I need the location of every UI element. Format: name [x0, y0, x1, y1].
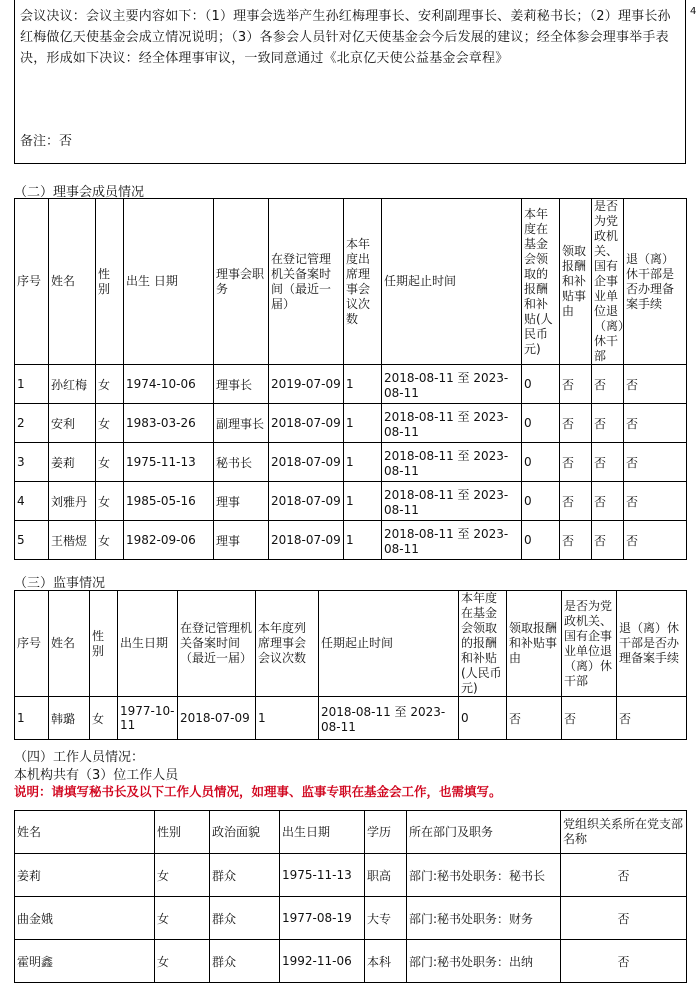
- council-cell: 2018-08-11 至 2023-08-11: [382, 365, 522, 404]
- council-cell: 2: [15, 404, 49, 443]
- council-cell: 否: [560, 404, 592, 443]
- council-cell: 姜莉: [49, 443, 96, 482]
- supervisors-header-cell: 性别: [90, 591, 118, 697]
- council-cell: 1983-03-26: [124, 404, 214, 443]
- meeting-resolution: 会议决议：会议主要内容如下：（1）理事会选举产生孙红梅理事长、安利副理事长、姜莉秘书长；（2）理事长孙红梅做亿天使基金会成立情况说明；（3）各参会人员针对亿天使基金会今后发展的建议；经全体参会理事举手表决，形成如下决议：经全体理事审议，一致同意通过《北京亿天使公益基金会章程》: [20, 9, 671, 66]
- council-cell: 否: [592, 443, 624, 482]
- council-header-cell: 出生 日期: [124, 199, 214, 365]
- staff-cell: 群众: [210, 897, 280, 940]
- staff-row: [15, 897, 687, 940]
- council-cell: 1: [344, 404, 382, 443]
- council-cell: 理事长: [214, 365, 269, 404]
- staff-cell: 曲金娥: [15, 897, 155, 940]
- staff-header-cell: 党组织关系所在党支部名称: [561, 811, 687, 854]
- council-cell: 4: [15, 482, 49, 521]
- council-cell: 否: [560, 365, 592, 404]
- council-cell: 女: [96, 443, 124, 482]
- council-cell: 安利: [49, 404, 96, 443]
- council-header-cell: 性别: [96, 199, 124, 365]
- supervisors-header-row: [15, 591, 687, 697]
- staff-cell: 职高: [365, 854, 407, 897]
- staff-cell: 女: [155, 897, 210, 940]
- supervisors-cell: 女: [90, 697, 118, 740]
- council-cell: 2018-07-09: [269, 482, 344, 521]
- supervisors-header-cell: 本年度列席理事会会议次数: [256, 591, 319, 697]
- staff-cell: 本科: [365, 940, 407, 983]
- supervisors-cell: 韩璐: [49, 697, 90, 740]
- staff-cell: 女: [155, 854, 210, 897]
- council-row: [15, 482, 687, 521]
- council-cell: 2019-07-09: [269, 365, 344, 404]
- supervisors-header-cell: 任期起止时间: [319, 591, 459, 697]
- council-header-cell: 理事会职务: [214, 199, 269, 365]
- council-cell: 理事: [214, 482, 269, 521]
- council-cell: 1974-10-06: [124, 365, 214, 404]
- council-cell: 2018-07-09: [269, 521, 344, 560]
- council-cell: 刘雅丹: [49, 482, 96, 521]
- council-cell: 0: [522, 521, 560, 560]
- staff-header-cell: 政治面貌: [210, 811, 280, 854]
- council-cell: 孙红梅: [49, 365, 96, 404]
- staff-row: [15, 940, 687, 983]
- council-cell: 否: [624, 521, 687, 560]
- council-header-cell: 任期起止时间: [382, 199, 522, 365]
- council-cell: 秘书长: [214, 443, 269, 482]
- supervisors-header-cell: 退（离）休干部是否办理备案手续: [617, 591, 687, 697]
- council-cell: 1: [344, 365, 382, 404]
- staff-header-cell: 学历: [365, 811, 407, 854]
- council-cell: 1: [344, 521, 382, 560]
- council-cell: 副理事长: [214, 404, 269, 443]
- council-row: [15, 443, 687, 482]
- page-number: 4: [690, 6, 697, 17]
- staff-cell: 否: [561, 897, 687, 940]
- council-row: [15, 365, 687, 404]
- council-header-cell: 序号: [15, 199, 49, 365]
- staff-cell: 部门:秘书处职务：财务: [407, 897, 561, 940]
- council-cell: 1985-05-16: [124, 482, 214, 521]
- council-cell: 0: [522, 443, 560, 482]
- supervisors-cell: 1: [15, 697, 49, 740]
- meeting-box: [14, 0, 686, 164]
- council-cell: 0: [522, 404, 560, 443]
- council-table: [14, 198, 687, 560]
- council-cell: 2018-08-11 至 2023-08-11: [382, 443, 522, 482]
- council-header-cell: 姓名: [49, 199, 96, 365]
- council-cell: 否: [592, 482, 624, 521]
- council-cell: 否: [624, 443, 687, 482]
- staff-cell: 否: [561, 854, 687, 897]
- council-header-cell: 领取报酬和补贴事由: [560, 199, 592, 365]
- staff-cell: 群众: [210, 854, 280, 897]
- council-row: [15, 404, 687, 443]
- council-cell: 否: [592, 404, 624, 443]
- council-cell: 5: [15, 521, 49, 560]
- council-cell: 女: [96, 365, 124, 404]
- staff-cell: 1975-11-13: [280, 854, 365, 897]
- council-cell: 否: [592, 521, 624, 560]
- council-cell: 0: [522, 365, 560, 404]
- supervisors-cell: 2018-08-11 至 2023-08-11: [319, 697, 459, 740]
- council-cell: 0: [522, 482, 560, 521]
- staff-cell: 女: [155, 940, 210, 983]
- council-cell: 王楷煜: [49, 521, 96, 560]
- staff-cell: 群众: [210, 940, 280, 983]
- council-header-cell: 本年度在基金会领取的报酬和补贴(人民币元): [522, 199, 560, 365]
- council-cell: 1975-11-13: [124, 443, 214, 482]
- council-header-cell: 是否为党政机关、国有企事业单位退（离）休干部: [592, 199, 624, 365]
- council-cell: 女: [96, 521, 124, 560]
- council-cell: 1: [15, 365, 49, 404]
- supervisors-header-cell: 姓名: [49, 591, 90, 697]
- supervisors-cell: 1977-10-11: [118, 697, 178, 740]
- council-cell: 否: [560, 521, 592, 560]
- supervisors-cell: 2018-07-09: [178, 697, 256, 740]
- council-cell: 2018-08-11 至 2023-08-11: [382, 404, 522, 443]
- council-cell: 1: [344, 482, 382, 521]
- staff-cell: 1992-11-06: [280, 940, 365, 983]
- supervisors-header-cell: 序号: [15, 591, 49, 697]
- council-row: [15, 521, 687, 560]
- council-cell: 否: [560, 482, 592, 521]
- staff-cell: 部门:秘书处职务：出纳: [407, 940, 561, 983]
- staff-cell: 大专: [365, 897, 407, 940]
- council-header-row: [15, 199, 687, 365]
- staff-cell: 1977-08-19: [280, 897, 365, 940]
- council-cell: 否: [624, 404, 687, 443]
- supervisors-header-cell: 出生日期: [118, 591, 178, 697]
- council-header-cell: 退（离）休干部是否办理备案手续: [624, 199, 687, 365]
- council-cell: 否: [624, 365, 687, 404]
- council-cell: 2018-07-09: [269, 404, 344, 443]
- staff-header-row: [15, 811, 687, 854]
- staff-header-cell: 所在部门及职务: [407, 811, 561, 854]
- staff-instruction: 说明：请填写秘书长及以下工作人员情况，如理事、监事专职在基金会工作，也需填写。: [14, 784, 502, 799]
- staff-count: 本机构共有（3）位工作人员: [14, 768, 179, 783]
- staff-row: [15, 854, 687, 897]
- meeting-note: 备注：否: [20, 134, 73, 149]
- supervisors-header-cell: 本年度在基金会领取的报酬和补贴(人民币元): [459, 591, 507, 697]
- council-cell: 女: [96, 404, 124, 443]
- council-cell: 否: [560, 443, 592, 482]
- supervisors-cell: 否: [507, 697, 562, 740]
- supervisors-cell: 0: [459, 697, 507, 740]
- supervisors-heading: （三）监事情况: [14, 576, 106, 591]
- council-cell: 否: [624, 482, 687, 521]
- staff-cell: 否: [561, 940, 687, 983]
- staff-heading: （四）工作人员情况：: [14, 750, 145, 765]
- staff-header-cell: 出生日期: [280, 811, 365, 854]
- council-cell: 理事: [214, 521, 269, 560]
- staff-cell: 部门:秘书处职务：秘书长: [407, 854, 561, 897]
- council-cell: 1982-09-06: [124, 521, 214, 560]
- staff-table: [14, 810, 687, 983]
- supervisors-header-cell: 在登记管理机关备案时间（最近一届）: [178, 591, 256, 697]
- council-cell: 否: [592, 365, 624, 404]
- council-cell: 女: [96, 482, 124, 521]
- supervisors-table: [14, 590, 687, 740]
- council-header-cell: 在登记管理机关备案时间（最近一届）: [269, 199, 344, 365]
- council-cell: 3: [15, 443, 49, 482]
- staff-header-cell: 性别: [155, 811, 210, 854]
- staff-cell: 霍明鑫: [15, 940, 155, 983]
- council-cell: 1: [344, 443, 382, 482]
- supervisors-header-cell: 是否为党政机关、国有企事业单位退（离）休干部: [562, 591, 617, 697]
- supervisors-header-cell: 领取报酬和补贴事由: [507, 591, 562, 697]
- supervisors-row: [15, 697, 687, 740]
- supervisors-cell: 否: [562, 697, 617, 740]
- supervisors-cell: 否: [617, 697, 687, 740]
- council-cell: 2018-08-11 至 2023-08-11: [382, 521, 522, 560]
- staff-header-cell: 姓名: [15, 811, 155, 854]
- staff-cell: 姜莉: [15, 854, 155, 897]
- council-heading: （二）理事会成员情况: [14, 185, 145, 200]
- council-header-cell: 本年度出席理事会议次数: [344, 199, 382, 365]
- council-cell: 2018-08-11 至 2023-08-11: [382, 482, 522, 521]
- council-cell: 2018-07-09: [269, 443, 344, 482]
- supervisors-cell: 1: [256, 697, 319, 740]
